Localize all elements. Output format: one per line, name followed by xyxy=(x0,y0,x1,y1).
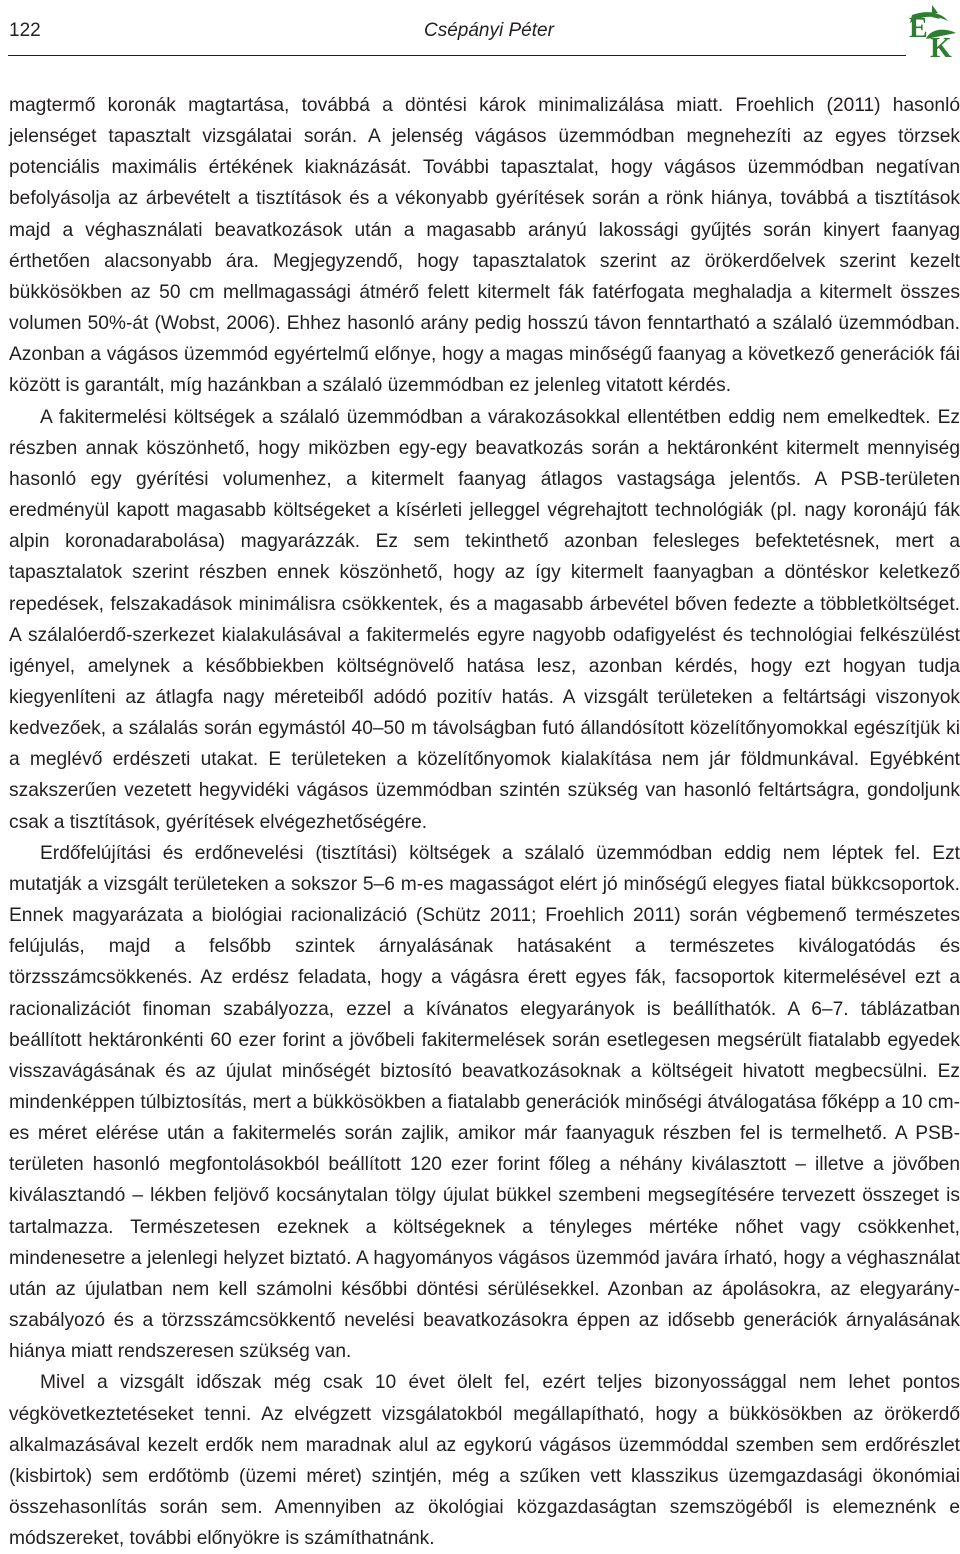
paragraph-logging-costs: A fakitermelési költségek a szálaló üzemmódban a várakozásokkal ellentétben eddig nem emelkedtek. Ez részben annak köszönhető, hogy miközben egy-egy beavatkozás során a hektáronként kitermelt mennyiség hasonló egy gyérítési volumenhez, a kitermelt faanyag átlagos vastagsága jelentős. A PSB-területen eredményül kapott magasabb költségeket a kísérleti jelleggel végrehajtott technológiák (pl. nagy koronájú fák alpin koronadarabolása) magyarázzák. Ez sem tekinthető azonban felesleges befektetésnek, mert a tapasztalatok szerint részben ennek köszönhető, hogy az így kitermelt faanyagban a döntéskor keletkező repedések, felszakadások minimálisra csökkentek, és a magasabb árbevétel bőven fedezte a többletköltséget. A szálalóerdő-szerkezet kialakulásával a fakitermelés egyre nagyobb odafigyelést és technológiai felkészülést igényel, amelynek a későbbiekben költségnövelő hatása lesz, azonban kérdés, hogy ezt hogyan tudja kiegyenlíteni az átlagfa nagy méreteiből adódó pozitív hatás. A vizsgált területeken a feltártsági viszonyok kedvezőek, a szálalás során egymástól 40–50 m távolságban futó állandósított közelítőnyomokkal egészítjük ki a meglévő erdészeti utakat. E területeken a közelítőnyomok kialakítása nem jár földmunkával. Egyébként szakszerűen vezetett hegyvidéki vágásos üzemmódban szintén szükség van hasonló feltártságra, gondoljunk csak a tisztítások, gyérítések elvégezhetőségére. xyxy=(9,406,960,833)
article-body xyxy=(9,90,960,1554)
paragraph-conclusion: Mivel a vizsgált időszak még csak 10 évet ölelt fel, ezért teljes bizonyossággal nem lehet pontos végkövetkeztetéseket tenni. Az elvégzett vizsgálatokból megállapítható, hogy a bükkösökben az örökerdő alkalmazásával kezelt erdők nem maradnak alul az egykorú vágásos üzemmóddal szemben sem erdőrészlet (kisbirtok) sem erdőtömb (üzemi méret) szintjén, még a szűken vett klasszikus üzemgazdasági ökonómiai összehasonlítás során sem. Amennyiben az ökológiai közgazdaságtan szemszögéből is elemeznénk e módszereket, további előnyökre is számíthatnánk. xyxy=(9,1372,960,1550)
svg-text:E: E xyxy=(909,13,928,44)
paragraph-continued: magtermő koronák magtartása, továbbá a döntési károk minimalizálása miatt. Froehlich (2011) hasonló jelenséget tapasztalt vizsgálatai során. A jelenség vágásos üzemmódban megnehezíti az egyes törzsek potenciális maximális értékének kiaknázását. További tapasztalat, hogy vágásos üzemmódban negatívan befolyásolja az árbevételt a tisztítások és a vékonyabb gyérítések során a rönk hiánya, továbbá a tisztítások majd a véghasználati beavatkozások után a magasabb arányú lakossági gyűjtés során kinyert faanyag érthetően alacsonyabb ára. Megjegyzendő, hogy tapasztalatok szerint az örökerdőelvek szerint kezelt bükkösökben az 50 cm mellmagassági átmérő felett kitermelt fák fatérfogata meghaladja a kitermelt összes volumen 50%-át (Wobst, 2006). Ehhez hasonló arány pedig hosszú távon fenntartható a szálaló üzemmódban. Azonban a vágásos üzemmód egyértelmű előnye, hogy a magas minőségű faanyag a következő generációk fái között is garantált, míg hazánkban a szálaló üzemmódban ez jelenleg vitatott kérdés. xyxy=(9,95,960,397)
ek-journal-logo-icon xyxy=(908,3,958,59)
page-header xyxy=(0,0,960,62)
svg-text:K: K xyxy=(930,33,952,59)
paragraph-regeneration-costs: Erdőfelújítási és erdőnevelési (tisztítási) költségek a szálaló üzemmódban eddig nem léptek fel. Ezt mutatják a vizsgált területeken a sokszor 5–6 m-es magasságot elért jó minőségű elegyes fiatal bükkcsoportok. Ennek magyarázata a biológiai racionalizáció (Schütz 2011; Froehlich 2011) során végbemenő természetes felújulás, majd a felsőbb szintek árnyalásának hatásaként a természetes kiválogatódás és törzsszámcsökkenés. Az erdész feladata, hogy a vágásra érett egyes fák, facsoportok kitermelésével ezt a racionalizációt finoman szabályozza, ezzel a kívánatos elegyarányok is beállíthatók. A 6–7. táblázatban beállított hektáronkénti 60 ezer forint a jövőbeli fakitermelések során esetlegesen megsérült fiatalabb egyedek visszavágásának és az újulat minőségét biztosító beavatkozásoknak a költségeit hivatott megbecsülni. Ez mindenképpen túlbiztosítás, mert a bükkösökben a fiatalabb generációk minőségi átválogatása főképp a 10 cm-es méret elérése után a fakitermelés során zajlik, amikor már faanyaguk részben fel is termelhető. A PSB-területen hasonló megfontolásokból beállított 120 ezer forint főleg a néhány kiválasztott – illetve a jövőben kiválasztandó – lékben feljövő kocsánytalan tölgy újulat bükkel szembeni megsegítésére tervezett összeget is tartalmazza. Természetesen ezeknek a költségeknek a tényleges mértéke nőhet vagy csökkenhet, mindenesetre a jelenlegi helyzet biztató. A hagyományos vágásos üzemmód javára írható, hogy a véghasználat után az újulatban nem kell számolni későbbi döntési sérülésekkel. Azonban az ápolásokra, az elegyarány-szabályozó és a törzsszámcsökkentő nevelési beavatkozásokra éppen az idősebb generációk árnyalásának hiánya miatt rendszeresen szükség van. xyxy=(9,842,960,1363)
header-rule xyxy=(8,55,906,56)
page-number: 122 xyxy=(9,20,41,41)
running-head-author: Csépányi Péter xyxy=(424,20,554,41)
